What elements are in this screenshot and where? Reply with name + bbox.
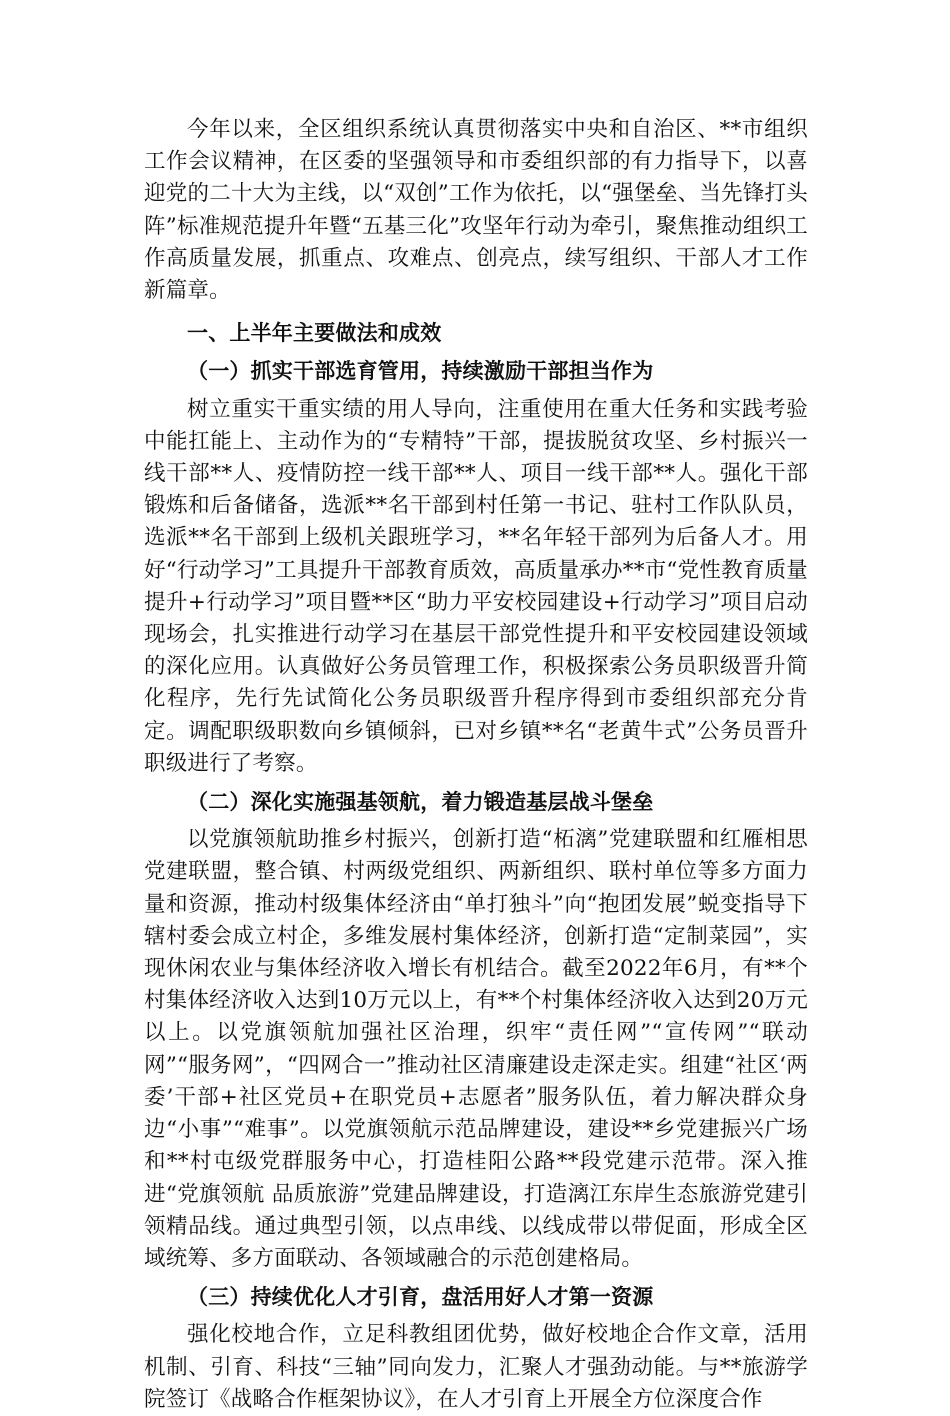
subsection-heading-1: （一）抓实干部选育管用，持续激励干部担当作为: [187, 358, 654, 384]
subsection-body-3: 强化校地合作，立足科教组团优势，做好校地企合作文章，活用机制、引育、科技“三轴”同向发力，汇聚人才强劲动能。与**旅游学院签订《战略合作框架协议》，在人才引育上开展全方位深度合作: [144, 1322, 808, 1412]
section-heading-1: 一、上半年主要做法和成效: [187, 321, 442, 346]
subsection-body-2: 以党旗领航助推乡村振兴，创新打造“柘漓”党建联盟和红雁相思党建联盟，整合镇、村两级党组织、两新组织、联村单位等多方面力量和资源，推动村级集体经济由“单打独斗”向“抱团发展”蜕变指导下辖村委会成立村企，多维发展村集体经济，创新打造“定制菜园”，实现休闲农业与集体经济收入增长有机结合。截至2022年6月，有**个村集体经济收入达到10万元以上，有**个村集体经济收入达到20万元以上。以党旗领航加强社区治理，织牢“责任网”“宣传网”“联动网”“服务网”，“四网合一”推动社区清廉建设走深走实。组建“社区‘两委’干部+社区党员+在职党员+志愿者”服务队伍，着力解决群众身边“小事”“难事”。以党旗领航示范品牌建设，建设**乡党建振兴广场和**村屯级党群服务中心，打造桂阳公路**段党建示范带。深入推进“党旗领航 品质旅游”党建品牌建设，打造漓江东岸生态旅游党建引领精品线。通过典型引领，以点串线、以线成带以带促面，形成全区域统筹、多方面联动、各领域融合的示范创建格局。: [144, 827, 808, 1271]
subsection-body-1: 树立重实干重实绩的用人导向，注重使用在重大任务和实践考验中能扛能上、主动作为的“专精特”干部，提拔脱贫攻坚、乡村振兴一线干部**人、疫情防控一线干部**人、项目一线干部**人。强化干部锻炼和后备储备，选派**名干部到村任第一书记、驻村工作队队员，选派**名干部到上级机关跟班学习，**名年轻干部列为后备人才。用好“行动学习”工具提升干部教育质效，高质量承办**市“党性教育质量提升+行动学习”项目暨**区“助力平安校园建设+行动学习”项目启动现场会，扎实推进行动学习在基层干部党性提升和平安校园建设领域的深化应用。认真做好公务员管理工作，积极探索公务员职级晋升简化程序，先行先试简化公务员职级晋升程序得到市委组织部充分肯定。调配职级职数向乡镇倾斜，已对乡镇**名“老黄牛式”公务员晋升职级进行了考察。: [144, 396, 808, 776]
subsection-heading-2: （二）深化实施强基领航，着力锻造基层战斗堡垒: [187, 789, 654, 815]
document-page: [144, 114, 808, 1416]
subsection-heading-3: （三）持续优化人才引育，盘活用好人才第一资源: [187, 1284, 654, 1310]
intro-paragraph: 今年以来，全区组织系统认真贯彻落实中央和自治区、**市组织工作会议精神，在区委的坚强领导和市委组织部的有力指导下，以喜迎党的二十大为主线，以“双创”工作为依托，以“强堡垒、当先锋打头阵”标准规范提升年暨“五基三化”攻坚年行动为牵引，聚焦推动组织工作高质量发展，抓重点、攻难点、创亮点，续写组织、干部人才工作新篇章。: [144, 117, 808, 304]
